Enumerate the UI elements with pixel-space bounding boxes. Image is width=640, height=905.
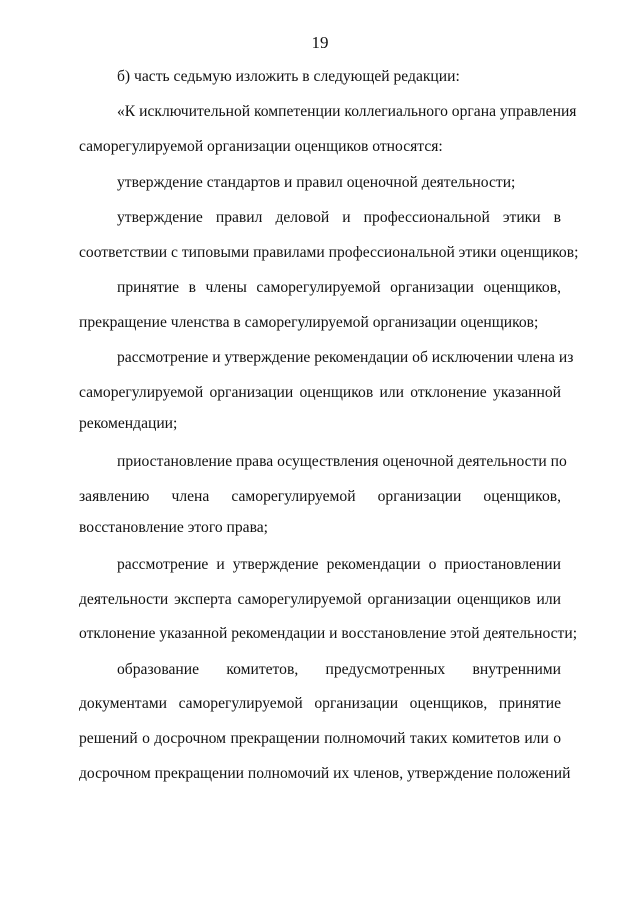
text-line: б) часть седьмую изложить в следующей редакции: <box>117 68 460 85</box>
text-line: соответствии с типовыми правилами профессиональной этики оценщиков; <box>79 244 579 261</box>
text-line: рекомендации; <box>79 415 178 432</box>
text-line: «К исключительной компетенции коллегиального органа управления <box>117 103 577 120</box>
text-line: деятельности эксперта саморегулируемой организации оценщиков или <box>79 591 561 608</box>
text-line: документами саморегулируемой организации оценщиков, принятие <box>79 695 561 712</box>
text-line: решений о досрочном прекращении полномочий таких комитетов или о <box>79 730 561 747</box>
text-line: приостановление права осуществления оценочной деятельности по <box>117 453 567 470</box>
text-line: утверждение правил деловой и профессиональной этики в <box>117 209 561 226</box>
text-line: утверждение стандартов и правил оценочной деятельности; <box>117 174 516 191</box>
text-line: рассмотрение и утверждение рекомендации о приостановлении <box>117 556 561 573</box>
page-number: 19 <box>311 33 329 52</box>
text-line: саморегулируемой организации оценщиков относятся: <box>79 138 443 155</box>
text-line: прекращение членства в саморегулируемой организации оценщиков; <box>79 314 539 331</box>
text-line: рассмотрение и утверждение рекомендации об исключении члена из <box>117 349 574 366</box>
text-line: восстановление этого права; <box>79 519 268 536</box>
text-line: отклонение указанной рекомендации и восстановление этой деятельности; <box>79 625 578 642</box>
text-line: заявлению члена саморегулируемой организации оценщиков, <box>79 488 561 505</box>
text-line: образование комитетов, предусмотренных внутренними <box>117 661 561 678</box>
text-line: принятие в члены саморегулируемой организации оценщиков, <box>117 279 561 296</box>
text-line: саморегулируемой организации оценщиков или отклонение указанной <box>79 384 561 401</box>
text-line: досрочном прекращении полномочий их членов, утверждение положений <box>79 765 571 782</box>
